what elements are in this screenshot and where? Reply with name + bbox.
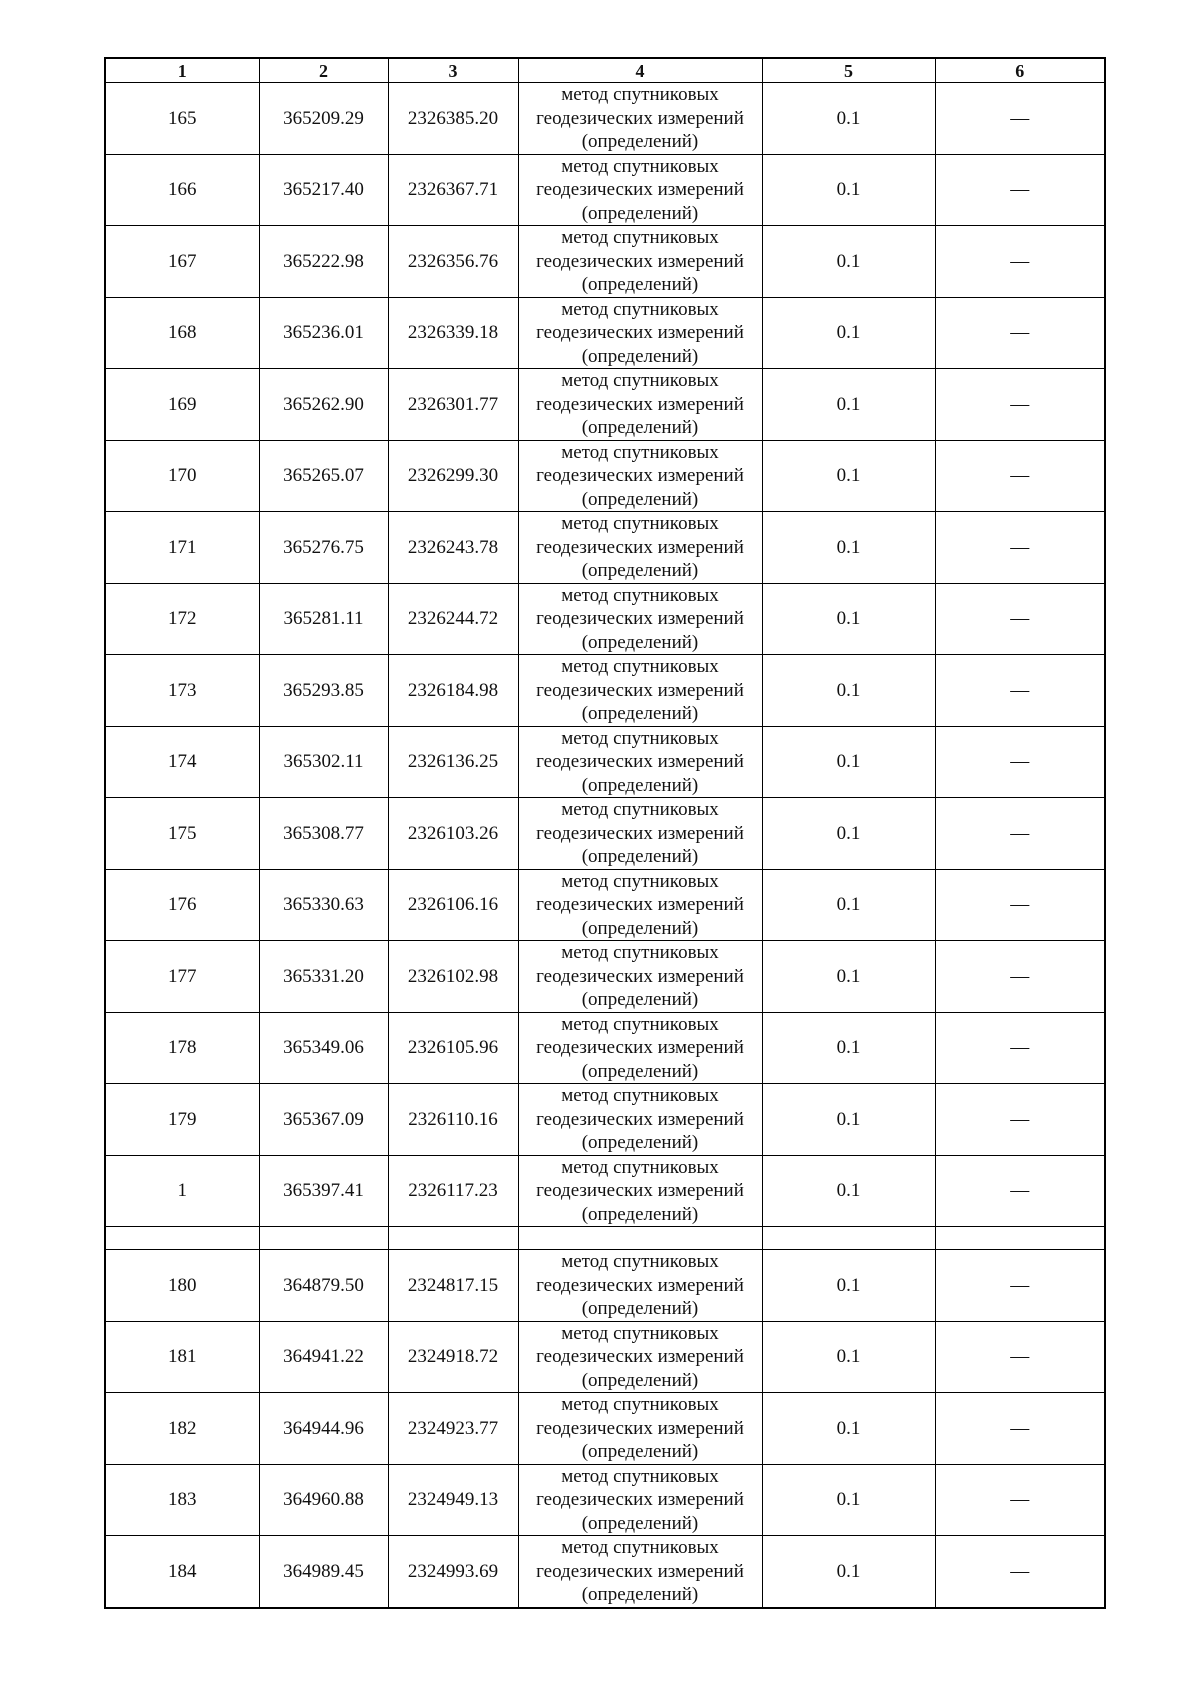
method-cell: метод спутниковых геодезических измерений (определений) [518, 655, 762, 727]
method-cell: метод спутниковых геодезических измерений (определений) [518, 1250, 762, 1322]
table-row [105, 154, 1105, 226]
x-coordinate-cell: 365276.75 [259, 512, 388, 584]
method-cell: метод спутниковых геодезических измерений (определений) [518, 1084, 762, 1156]
y-coordinate-cell: 2326136.25 [388, 726, 518, 798]
empty-cell [388, 1227, 518, 1250]
method-cell: метод спутниковых геодезических измерений (определений) [518, 1536, 762, 1608]
point-number-cell: 176 [105, 869, 259, 941]
note-cell: — [935, 1012, 1105, 1084]
y-coordinate-cell: 2326356.76 [388, 226, 518, 298]
x-coordinate-cell: 365209.29 [259, 83, 388, 155]
header-cell-3: 3 [388, 58, 518, 83]
header-cell-5: 5 [762, 58, 935, 83]
point-number-cell: 166 [105, 154, 259, 226]
method-cell: метод спутниковых геодезических измерений (определений) [518, 369, 762, 441]
point-number-cell: 175 [105, 798, 259, 870]
x-coordinate-cell: 365349.06 [259, 1012, 388, 1084]
x-coordinate-cell: 364960.88 [259, 1464, 388, 1536]
y-coordinate-cell: 2326106.16 [388, 869, 518, 941]
accuracy-cell: 0.1 [762, 440, 935, 512]
y-coordinate-cell: 2326339.18 [388, 297, 518, 369]
table-row [105, 1250, 1105, 1322]
accuracy-cell: 0.1 [762, 869, 935, 941]
point-number-cell: 170 [105, 440, 259, 512]
y-coordinate-cell: 2326110.16 [388, 1084, 518, 1156]
note-cell: — [935, 512, 1105, 584]
note-cell: — [935, 154, 1105, 226]
point-number-cell: 169 [105, 369, 259, 441]
y-coordinate-cell: 2326367.71 [388, 154, 518, 226]
empty-cell [105, 1227, 259, 1250]
accuracy-cell: 0.1 [762, 1393, 935, 1465]
accuracy-cell: 0.1 [762, 1250, 935, 1322]
point-number-cell: 184 [105, 1536, 259, 1608]
table-row [105, 297, 1105, 369]
method-cell: метод спутниковых геодезических измерений (определений) [518, 583, 762, 655]
y-coordinate-cell: 2324993.69 [388, 1536, 518, 1608]
header-cell-2: 2 [259, 58, 388, 83]
point-number-cell: 181 [105, 1321, 259, 1393]
note-cell: — [935, 655, 1105, 727]
x-coordinate-cell: 365262.90 [259, 369, 388, 441]
x-coordinate-cell: 364989.45 [259, 1536, 388, 1608]
accuracy-cell: 0.1 [762, 1155, 935, 1227]
note-cell: — [935, 798, 1105, 870]
point-number-cell: 174 [105, 726, 259, 798]
table-row [105, 1321, 1105, 1393]
x-coordinate-cell: 365217.40 [259, 154, 388, 226]
y-coordinate-cell: 2324817.15 [388, 1250, 518, 1322]
accuracy-cell: 0.1 [762, 1012, 935, 1084]
empty-cell [762, 1227, 935, 1250]
method-cell: метод спутниковых геодезических измерений (определений) [518, 1464, 762, 1536]
method-cell: метод спутниковых геодезических измерений (определений) [518, 512, 762, 584]
note-cell: — [935, 369, 1105, 441]
method-cell: метод спутниковых геодезических измерений (определений) [518, 1393, 762, 1465]
accuracy-cell: 0.1 [762, 726, 935, 798]
table-row [105, 726, 1105, 798]
empty-cell [259, 1227, 388, 1250]
x-coordinate-cell: 365222.98 [259, 226, 388, 298]
table-row [105, 1536, 1105, 1608]
method-cell: метод спутниковых геодезических измерений (определений) [518, 941, 762, 1013]
accuracy-cell: 0.1 [762, 369, 935, 441]
point-number-cell: 178 [105, 1012, 259, 1084]
y-coordinate-cell: 2326244.72 [388, 583, 518, 655]
table-row [105, 583, 1105, 655]
point-number-cell: 179 [105, 1084, 259, 1156]
table-row [105, 798, 1105, 870]
note-cell: — [935, 1084, 1105, 1156]
header-row [105, 58, 1105, 83]
x-coordinate-cell: 365236.01 [259, 297, 388, 369]
x-coordinate-cell: 365308.77 [259, 798, 388, 870]
table-row [105, 512, 1105, 584]
method-cell: метод спутниковых геодезических измерений (определений) [518, 1155, 762, 1227]
method-cell: метод спутниковых геодезических измерений (определений) [518, 154, 762, 226]
accuracy-cell: 0.1 [762, 655, 935, 727]
y-coordinate-cell: 2324923.77 [388, 1393, 518, 1465]
y-coordinate-cell: 2324918.72 [388, 1321, 518, 1393]
x-coordinate-cell: 364941.22 [259, 1321, 388, 1393]
table-row [105, 226, 1105, 298]
header-cell-6: 6 [935, 58, 1105, 83]
method-cell: метод спутниковых геодезических измерений (определений) [518, 297, 762, 369]
x-coordinate-cell: 364944.96 [259, 1393, 388, 1465]
y-coordinate-cell: 2326184.98 [388, 655, 518, 727]
x-coordinate-cell: 365330.63 [259, 869, 388, 941]
point-number-cell: 1 [105, 1155, 259, 1227]
table-row [105, 83, 1105, 155]
point-number-cell: 182 [105, 1393, 259, 1465]
x-coordinate-cell: 365367.09 [259, 1084, 388, 1156]
empty-cell [935, 1227, 1105, 1250]
accuracy-cell: 0.1 [762, 798, 935, 870]
method-cell: метод спутниковых геодезических измерений (определений) [518, 226, 762, 298]
point-number-cell: 177 [105, 941, 259, 1013]
point-number-cell: 172 [105, 583, 259, 655]
note-cell: — [935, 1464, 1105, 1536]
table-row [105, 1464, 1105, 1536]
y-coordinate-cell: 2326301.77 [388, 369, 518, 441]
x-coordinate-cell: 365331.20 [259, 941, 388, 1013]
accuracy-cell: 0.1 [762, 1321, 935, 1393]
y-coordinate-cell: 2326385.20 [388, 83, 518, 155]
y-coordinate-cell: 2326103.26 [388, 798, 518, 870]
point-number-cell: 168 [105, 297, 259, 369]
accuracy-cell: 0.1 [762, 583, 935, 655]
method-cell: метод спутниковых геодезических измерений (определений) [518, 869, 762, 941]
x-coordinate-cell: 365281.11 [259, 583, 388, 655]
table-row [105, 1155, 1105, 1227]
accuracy-cell: 0.1 [762, 154, 935, 226]
point-number-cell: 165 [105, 83, 259, 155]
accuracy-cell: 0.1 [762, 1536, 935, 1608]
point-number-cell: 167 [105, 226, 259, 298]
coordinates-table [104, 57, 1106, 1609]
x-coordinate-cell: 365302.11 [259, 726, 388, 798]
x-coordinate-cell: 365293.85 [259, 655, 388, 727]
note-cell: — [935, 83, 1105, 155]
point-number-cell: 173 [105, 655, 259, 727]
note-cell: — [935, 1250, 1105, 1322]
point-number-cell: 171 [105, 512, 259, 584]
point-number-cell: 180 [105, 1250, 259, 1322]
x-coordinate-cell: 364879.50 [259, 1250, 388, 1322]
accuracy-cell: 0.1 [762, 226, 935, 298]
note-cell: — [935, 1321, 1105, 1393]
accuracy-cell: 0.1 [762, 512, 935, 584]
y-coordinate-cell: 2324949.13 [388, 1464, 518, 1536]
table-row [105, 1084, 1105, 1156]
table-row [105, 1012, 1105, 1084]
point-number-cell: 183 [105, 1464, 259, 1536]
y-coordinate-cell: 2326117.23 [388, 1155, 518, 1227]
note-cell: — [935, 226, 1105, 298]
note-cell: — [935, 583, 1105, 655]
accuracy-cell: 0.1 [762, 1464, 935, 1536]
method-cell: метод спутниковых геодезических измерений (определений) [518, 726, 762, 798]
y-coordinate-cell: 2326105.96 [388, 1012, 518, 1084]
empty-cell [518, 1227, 762, 1250]
y-coordinate-cell: 2326243.78 [388, 512, 518, 584]
y-coordinate-cell: 2326102.98 [388, 941, 518, 1013]
table-row [105, 1393, 1105, 1465]
method-cell: метод спутниковых геодезических измерений (определений) [518, 83, 762, 155]
table-body [105, 83, 1105, 1608]
note-cell: — [935, 726, 1105, 798]
method-cell: метод спутниковых геодезических измерений (определений) [518, 798, 762, 870]
accuracy-cell: 0.1 [762, 83, 935, 155]
accuracy-cell: 0.1 [762, 1084, 935, 1156]
table-row [105, 655, 1105, 727]
table-row [105, 941, 1105, 1013]
note-cell: — [935, 941, 1105, 1013]
note-cell: — [935, 297, 1105, 369]
method-cell: метод спутниковых геодезических измерений (определений) [518, 1012, 762, 1084]
y-coordinate-cell: 2326299.30 [388, 440, 518, 512]
x-coordinate-cell: 365397.41 [259, 1155, 388, 1227]
accuracy-cell: 0.1 [762, 941, 935, 1013]
table-row [105, 440, 1105, 512]
table-header [105, 58, 1105, 83]
note-cell: — [935, 1536, 1105, 1608]
table-row [105, 369, 1105, 441]
x-coordinate-cell: 365265.07 [259, 440, 388, 512]
method-cell: метод спутниковых геодезических измерений (определений) [518, 440, 762, 512]
note-cell: — [935, 1393, 1105, 1465]
header-cell-1: 1 [105, 58, 259, 83]
note-cell: — [935, 869, 1105, 941]
table-row [105, 869, 1105, 941]
header-cell-4: 4 [518, 58, 762, 83]
separator-row [105, 1227, 1105, 1250]
note-cell: — [935, 1155, 1105, 1227]
note-cell: — [935, 440, 1105, 512]
method-cell: метод спутниковых геодезических измерений (определений) [518, 1321, 762, 1393]
accuracy-cell: 0.1 [762, 297, 935, 369]
